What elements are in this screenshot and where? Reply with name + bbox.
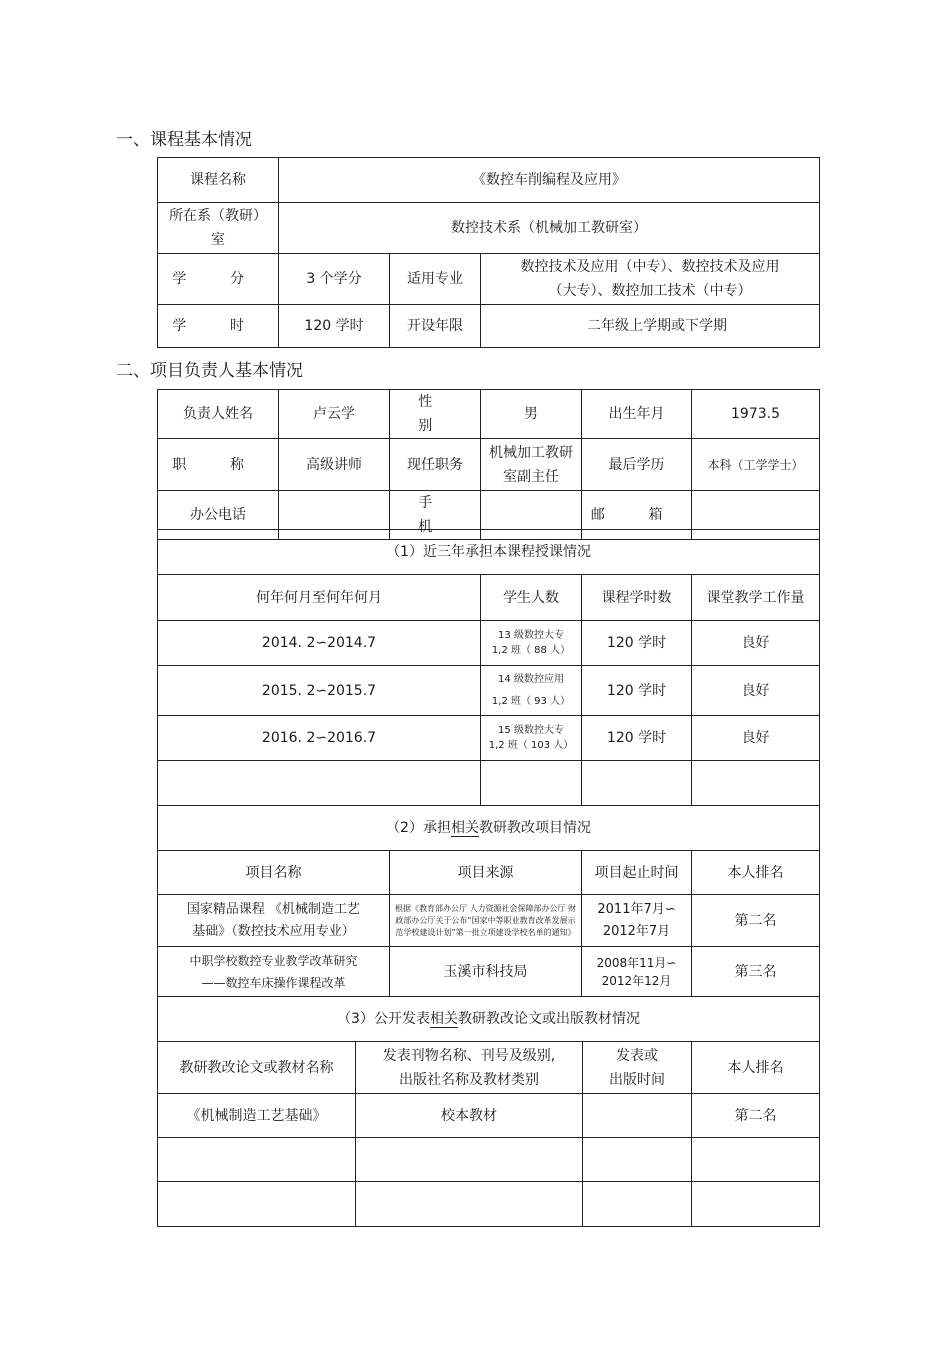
name-value: 卢云学 bbox=[279, 390, 390, 439]
phone-label: 办公电话 bbox=[158, 491, 279, 540]
credit-label: 学 分 bbox=[158, 254, 279, 305]
projects-table bbox=[157, 805, 820, 997]
teaching-header-hours: 课程学时数 bbox=[582, 575, 692, 621]
teaching-table bbox=[157, 529, 820, 806]
table-row bbox=[158, 1182, 820, 1227]
email-label: 邮 箱 bbox=[582, 491, 692, 540]
teaching-header-period: 何年何月至何年何月 bbox=[158, 575, 481, 621]
teaching-students: 13 级数控大专 1,2 班（ 88 人） bbox=[481, 621, 582, 666]
section1-heading: 一、课程基本情况 bbox=[116, 130, 252, 150]
papers-header-rank: 本人排名 bbox=[692, 1042, 820, 1094]
dept-value: 数控技术系（机械加工教研室） bbox=[279, 203, 820, 254]
teaching-header-workload: 课堂教学工作量 bbox=[692, 575, 820, 621]
projects-header-rank: 本人排名 bbox=[692, 851, 820, 895]
teaching-hours: 120 学时 bbox=[582, 666, 692, 716]
teaching-header-students: 学生人数 bbox=[481, 575, 582, 621]
table-row bbox=[158, 761, 820, 806]
paper-time bbox=[583, 1094, 692, 1138]
paper-rank: 第二名 bbox=[692, 1094, 820, 1138]
teaching-title: （1）近三年承担本课程授课情况 bbox=[158, 530, 820, 575]
papers-table bbox=[157, 996, 820, 1227]
table-row bbox=[158, 621, 820, 666]
degree-value: 本科（工学学士） bbox=[692, 439, 820, 491]
birth-value: 1973.5 bbox=[692, 390, 820, 439]
title-label: 职 称 bbox=[158, 439, 279, 491]
course-name-label: 课程名称 bbox=[158, 158, 279, 203]
project-source: 玉溪市科技局 bbox=[390, 947, 582, 997]
gender-label: 性 别 bbox=[390, 390, 481, 439]
person-info-table bbox=[157, 389, 820, 540]
table-row bbox=[158, 666, 820, 716]
gender-value: 男 bbox=[481, 390, 582, 439]
birth-label: 出生年月 bbox=[582, 390, 692, 439]
teaching-students: 14 级数控应用 1,2 班（ 93 人） bbox=[481, 666, 582, 716]
hours-label: 学 时 bbox=[158, 305, 279, 348]
projects-header-name: 项目名称 bbox=[158, 851, 390, 895]
project-time: 2008年11月∽ 2012年12月 bbox=[582, 947, 692, 997]
teaching-workload: 良好 bbox=[692, 716, 820, 761]
paper-name: 《机械制造工艺基础》 bbox=[158, 1094, 356, 1138]
teaching-workload: 良好 bbox=[692, 621, 820, 666]
major-label: 适用专业 bbox=[390, 254, 481, 305]
project-rank: 第三名 bbox=[692, 947, 820, 997]
position-value: 机械加工教研 室副主任 bbox=[481, 439, 582, 491]
project-name: 中职学校数控专业教学改革研究 ——数控车床操作课程改革 bbox=[158, 947, 390, 997]
paper-publication: 校本教材 bbox=[356, 1094, 583, 1138]
papers-header-publication: 发表刊物名称、刊号及级别, 出版社名称及教材类别 bbox=[356, 1042, 583, 1094]
course-info-table bbox=[157, 157, 820, 348]
projects-header-time: 项目起止时间 bbox=[582, 851, 692, 895]
teaching-period: 2016. 2∽2016.7 bbox=[158, 716, 481, 761]
project-rank: 第二名 bbox=[692, 895, 820, 947]
term-value: 二年级上学期或下学期 bbox=[481, 305, 820, 348]
teaching-workload: 良好 bbox=[692, 666, 820, 716]
term-label: 开设年限 bbox=[390, 305, 481, 348]
table-row bbox=[158, 947, 820, 997]
title-value: 高级讲师 bbox=[279, 439, 390, 491]
project-name: 国家精品课程 《机械制造工艺 基础》（数控技术应用专业） bbox=[158, 895, 390, 947]
position-label: 现任职务 bbox=[390, 439, 481, 491]
table-row bbox=[158, 895, 820, 947]
papers-header-time: 发表或 出版时间 bbox=[583, 1042, 692, 1094]
mobile-label: 手 机 bbox=[390, 491, 481, 540]
projects-title: （2）承担相关教研教改项目情况 bbox=[158, 806, 820, 851]
dept-label: 所在系（教研） 室 bbox=[158, 203, 279, 254]
credit-value: 3 个学分 bbox=[279, 254, 390, 305]
teaching-students: 15 级数控大专 1,2 班（ 103 人） bbox=[481, 716, 582, 761]
course-name-value: 《数控车削编程及应用》 bbox=[279, 158, 820, 203]
teaching-period: 2014. 2∽2014.7 bbox=[158, 621, 481, 666]
papers-title: （3）公开发表相关教研教改论文或出版教材情况 bbox=[158, 997, 820, 1042]
degree-label: 最后学历 bbox=[582, 439, 692, 491]
section2-heading: 二、项目负责人基本情况 bbox=[116, 361, 303, 381]
papers-header-name: 教研教改论文或教材名称 bbox=[158, 1042, 356, 1094]
major-value: 数控技术及应用（中专）、数控技术及应用 （大专）、数控加工技术（中专） bbox=[481, 254, 820, 305]
teaching-period: 2015. 2∽2015.7 bbox=[158, 666, 481, 716]
project-source: 根据《教育部办公厅 人力资源社会保障部办公厅 财政部办公厅关于公布“国家中等职业教育改革发展示范学校建设计划”第一批立项建设学校名单的通知》 bbox=[390, 895, 582, 947]
name-label: 负责人姓名 bbox=[158, 390, 279, 439]
table-row bbox=[158, 1094, 820, 1138]
hours-value: 120 学时 bbox=[279, 305, 390, 348]
projects-header-source: 项目来源 bbox=[390, 851, 582, 895]
table-row bbox=[158, 716, 820, 761]
project-time: 2011年7月∽ 2012年7月 bbox=[582, 895, 692, 947]
teaching-hours: 120 学时 bbox=[582, 716, 692, 761]
teaching-hours: 120 学时 bbox=[582, 621, 692, 666]
table-row bbox=[158, 1138, 820, 1182]
